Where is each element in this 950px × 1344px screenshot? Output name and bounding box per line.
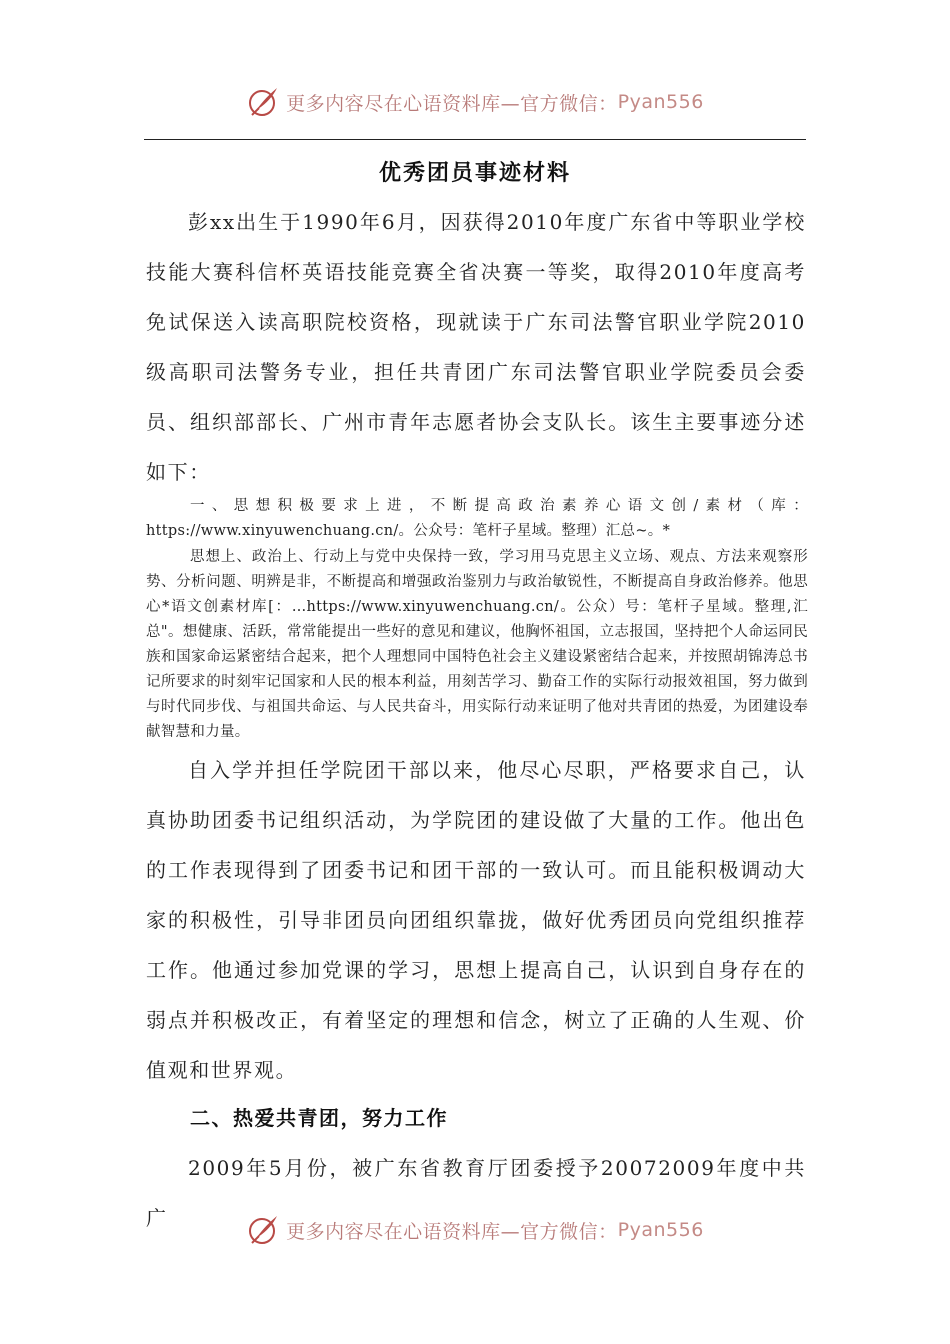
header-watermark — [0, 82, 950, 122]
quill-logo-icon — [246, 1213, 280, 1247]
quill-logo-icon — [246, 85, 280, 119]
watermark-wechat-id: Pyan556 — [617, 1219, 704, 1241]
section1-heading: 一、思想积极要求上进，不断提高政治素养心语文创/素材（库：https://www.xinyuwenchuang.cn/。公众号：笔杆子星域。整理）汇总~。* — [146, 498, 808, 539]
watermark-text: 更多内容尽在心语资料库—官方微信： — [286, 1220, 618, 1243]
paragraph-intro: 彭xx出生于1990年6月，因获得2010年度广东省中等职业学校技能大赛科信杯英语技能竞赛全省决赛一等奖，取得2010年度高考免试保送入读高职院校资格，现就读于广东司法警官职业学院2010级高职司法警务专业，担任共青团广东司法警官职业学院委员会委员、组织部部长、广州市青年志愿者协会支队长。该生主要事迹分述如下： — [146, 210, 806, 484]
watermark-text: 更多内容尽在心语资料库—官方微信： — [286, 92, 618, 115]
header-divider — [144, 139, 806, 140]
footer-watermark — [0, 1210, 950, 1250]
document-title: 优秀团员事迹材料 — [378, 161, 571, 186]
section1-body: 思想上、政治上、行动上与党中央保持一致，学习用马克思主义立场、观点、方法来观察形势、分析问题、明辨是非，不断提高和增强政治鉴别力与政治敏锐性，不断提高自身政治修养。他思心*语文创素材库[：…https://www.xinyuwenchuang.cn/。公众）号：笔杆子星域。整理,汇总"。想健康、活跃，常常能提出一些好的意见和建议，他胸怀祖国，立志报国，坚持把个人命运同民族和国家命运紧密结合起来，把个人理想同中国特色社会主义建设紧密结合起来，并按照胡锦涛总书记所要求的时刻牢记国家和人民的根本利益，用刻苦学习、勤奋工作的实际行动报效祖国，努力做到与时代同步伐、与祖国共命运、与人民共奋斗，用实际行动来证明了他对共青团的热爱，为团建设奉献智慧和力量。 — [146, 549, 808, 740]
section2-heading: 二、热爱共青团，努力工作 — [190, 1106, 448, 1130]
watermark-wechat-id: Pyan556 — [617, 91, 704, 113]
paragraph-work: 自入学并担任学院团干部以来，他尽心尽职，严格要求自己，认真协助团委书记组织活动，为学院团的建设做了大量的工作。他出色的工作表现得到了团委书记和团干部的一致认可。而且能积极调动大家的积极性，引导非团员向团组织靠拢，做好优秀团员向党组织推荐工作。他通过参加党课的学习，思想上提高自己，认识到自身存在的弱点并积极改正，有着坚定的理想和信念，树立了正确的人生观、价值观和世界观。 — [146, 758, 806, 1082]
paragraph-award: 2009年5月份，被广东省教育厅团委授予20072009年度中共广 — [146, 1156, 806, 1230]
